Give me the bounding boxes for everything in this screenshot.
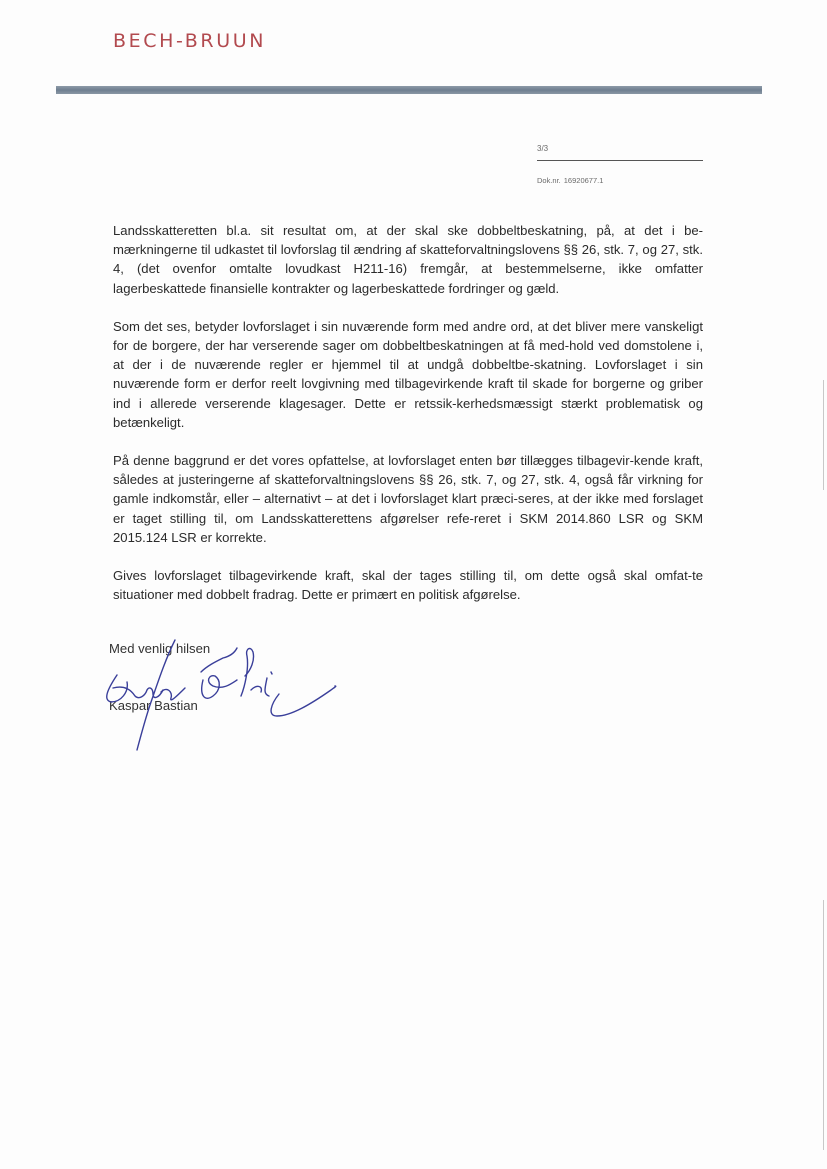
paragraph: Landsskatteretten bl.a. sit resultat om, at der skal ske dobbeltbeskatning, på, at det i be-mærkningerne til udkastet til lovforslag til ændring af skatteforvaltningslovens §§ 26, stk. 7, og 27, stk. 4, (det ovenfor omtalte lovudkast H211-16) fremgår, at bestemmelserne, ikke omfatter lagerbeskattede finansielle kontrakter og lagerbeskattede fordringer og gæld. (113, 223, 703, 296)
paragraph: På denne baggrund er det vores opfattelse, at lovforslaget enten bør tillægges tilbagevir-kende kraft, således at justeringerne af skatteforvaltningslovens §§ 26, stk. 7, og 27, stk. 4, også får virkning for gamle indkomstår, eller – alternativt – at det i lovforslaget klart præci-seres, at der ikke med forslaget er taget stilling til, om Landsskatterettens afgørelser refe-reret i SKM 2014.860 LSR og SKM 2015.124 LSR er korrekte. (113, 453, 703, 545)
page-number: 3/3 (537, 144, 549, 153)
document-number (537, 176, 603, 185)
meta-divider (537, 160, 703, 161)
company-logo: BECH-BRUUN (113, 30, 267, 52)
letter-body (113, 221, 703, 623)
closing-salutation: Med venlig hilsen (109, 641, 211, 656)
handwritten-signature (95, 630, 340, 755)
scan-edge-mark (823, 900, 824, 1150)
scan-edge-mark (823, 380, 824, 490)
paragraph: Som det ses, betyder lovforslaget i sin nuværende form med andre ord, at det bliver mere vanskeligt for de borgere, der har verserende sager om dobbeltbeskatningen at få med-hold ved domstolene i, at der i de nuværende regler er hjemmel til at undgå dobbeltbe-skatning. Lovforslaget i sin nuværende form er derfor reelt lovgivning med tilbagevirkende kraft til skade for borgerne og griber ind i allerede verserende klagesager. Dette er retssik-kerhedsmæssigt stærkt problematisk og betænkeligt. (113, 318, 703, 430)
paragraph: Gives lovforslaget tilbagevirkende kraft, skal der tages stilling til, om dette også skal omfat-te situationer med dobbelt fradrag. Dette er primært en politisk afgørelse. (113, 568, 703, 603)
signer-name: Kaspar Bastian (109, 698, 198, 713)
header-bar (56, 86, 762, 94)
document-number-value: 16920677.1 (563, 176, 604, 185)
document-number-label: Dok.nr. (537, 176, 561, 185)
